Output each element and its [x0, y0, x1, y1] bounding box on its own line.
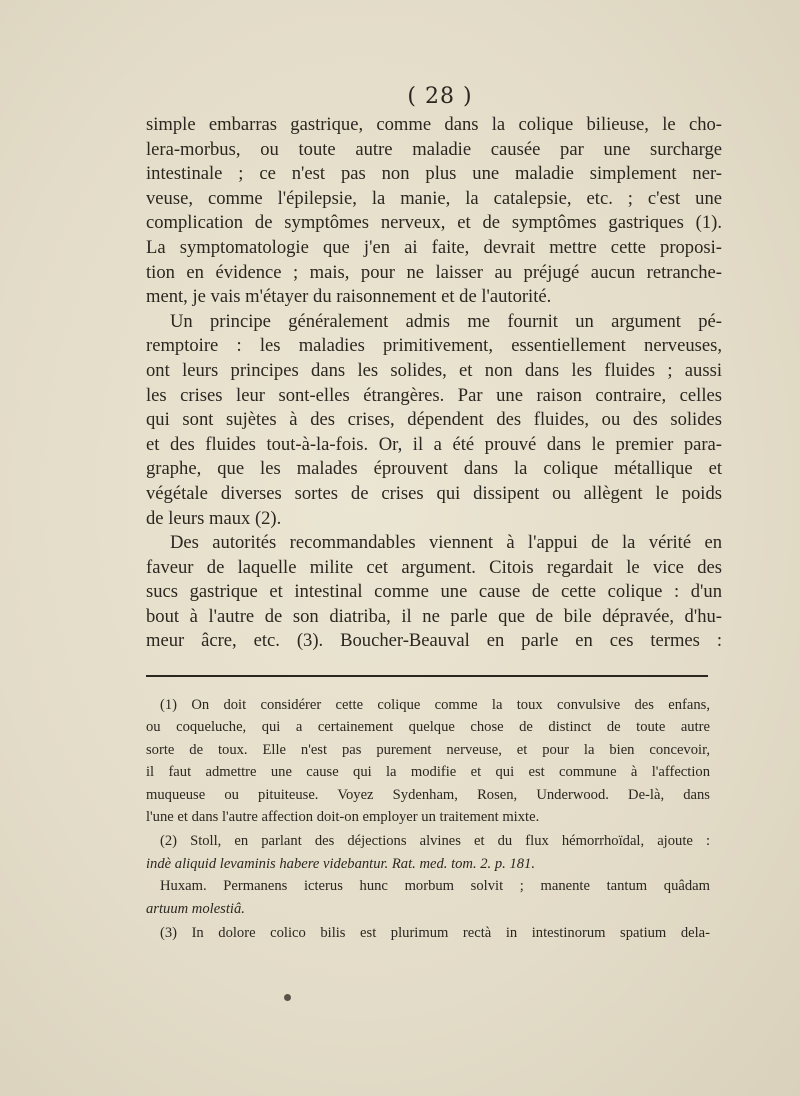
body-line: ont leurs principes dans les solides, et non dans les fluides ; aussi: [146, 359, 722, 381]
page-number: ( 28 ): [407, 84, 473, 109]
footnotes: [146, 694, 710, 944]
body-text: [146, 113, 722, 654]
body-line: qui sont sujètes à des crises, dépendent des fluides, ou des solides: [146, 409, 722, 431]
footnote-line: (3) In dolore colico bilis est plurimum rectà in intestinorum spatium dela-: [160, 925, 710, 942]
body-line: les crises leur sont-elles étrangères. Par une raison contraire, celles: [146, 384, 722, 406]
footnote-line: (1) On doit considérer cette colique comme la toux convulsive des enfans,: [160, 697, 710, 713]
footnote-line: (2) Stoll, en parlant des déjections alvines et du flux hémorrhoïdal, ajoute :: [160, 833, 710, 850]
footnote-line: artuum molestiâ.: [146, 900, 245, 917]
body-line: bout à l'autre de son diatriba, il ne parle que de bile dépravée, d'hu-: [146, 605, 722, 627]
body-line: de leurs maux (2).: [146, 507, 282, 529]
body-line: veuse, comme l'épilepsie, la manie, la catalepsie, etc. ; c'est une: [146, 187, 722, 209]
body-line: végétale diverses sortes de crises qui dissipent ou allègent le poids: [146, 482, 722, 504]
body-line: lera-morbus, ou toute autre maladie causée par une surcharge: [146, 138, 722, 160]
body-line: tion en évidence ; mais, pour ne laisser au préjugé aucun retranche-: [146, 261, 722, 283]
footnote-line: l'une et dans l'autre affection doit-on employer un traitement mixte.: [146, 809, 540, 826]
body-line: complication de symptômes nerveux, et de symptômes gastriques (1).: [146, 212, 722, 234]
body-line: La symptomatologie que j'en ai faite, devrait mettre cette proposi-: [146, 236, 722, 258]
body-line: meur âcre, etc. (3). Boucher-Beauval en parle en ces termes :: [146, 630, 722, 652]
body-line: intestinale ; ce n'est pas non plus une maladie simplement ner-: [146, 163, 722, 185]
body-line: faveur de laquelle milite cet argument. Citois regardait le vice des: [146, 556, 722, 578]
body-line: Des autorités recommandables viennent à l'appui de la vérité en: [170, 532, 722, 554]
footnote-line: il faut admettre une cause qui la modifie et qui est commune à l'affection: [146, 764, 710, 781]
body-line: ment, je vais m'étayer du raisonnement et de l'autorité.: [146, 286, 552, 308]
footnote-line: sorte de toux. Elle n'est pas purement nerveuse, et pour la bien concevoir,: [146, 741, 710, 758]
body-line: simple embarras gastrique, comme dans la colique bilieuse, le cho-: [146, 114, 722, 135]
footnote-line: Huxam. Permanens icterus hunc morbum solvit ; manente tantum quâdam: [160, 878, 710, 895]
body-line: sucs gastrique et intestinal comme une cause de cette colique : d'un: [146, 581, 722, 603]
ink-speck: [284, 994, 291, 1001]
footnote-separator: [146, 675, 708, 677]
body-line: remptoire : les maladies primitivement, essentiellement nerveuses,: [146, 335, 722, 357]
body-line: et des fluides tout-à-la-fois. Or, il a été prouvé dans le premier para-: [146, 433, 722, 455]
body-line: Un principe généralement admis me fournit un argument pé-: [170, 310, 722, 332]
footnote-line: muqueuse ou pituiteuse. Voyez Sydenham, Rosen, Underwood. De-là, dans: [146, 786, 710, 803]
body-line: graphe, que les malades éprouvent dans la colique métallique et: [146, 458, 722, 480]
footnote-line: indè aliquid levaminis habere videbantur. Rat. med. tom. 2. p. 181.: [146, 855, 535, 872]
footnote-line: ou coqueluche, qui a certainement quelque chose de distinct de toute autre: [146, 719, 710, 736]
